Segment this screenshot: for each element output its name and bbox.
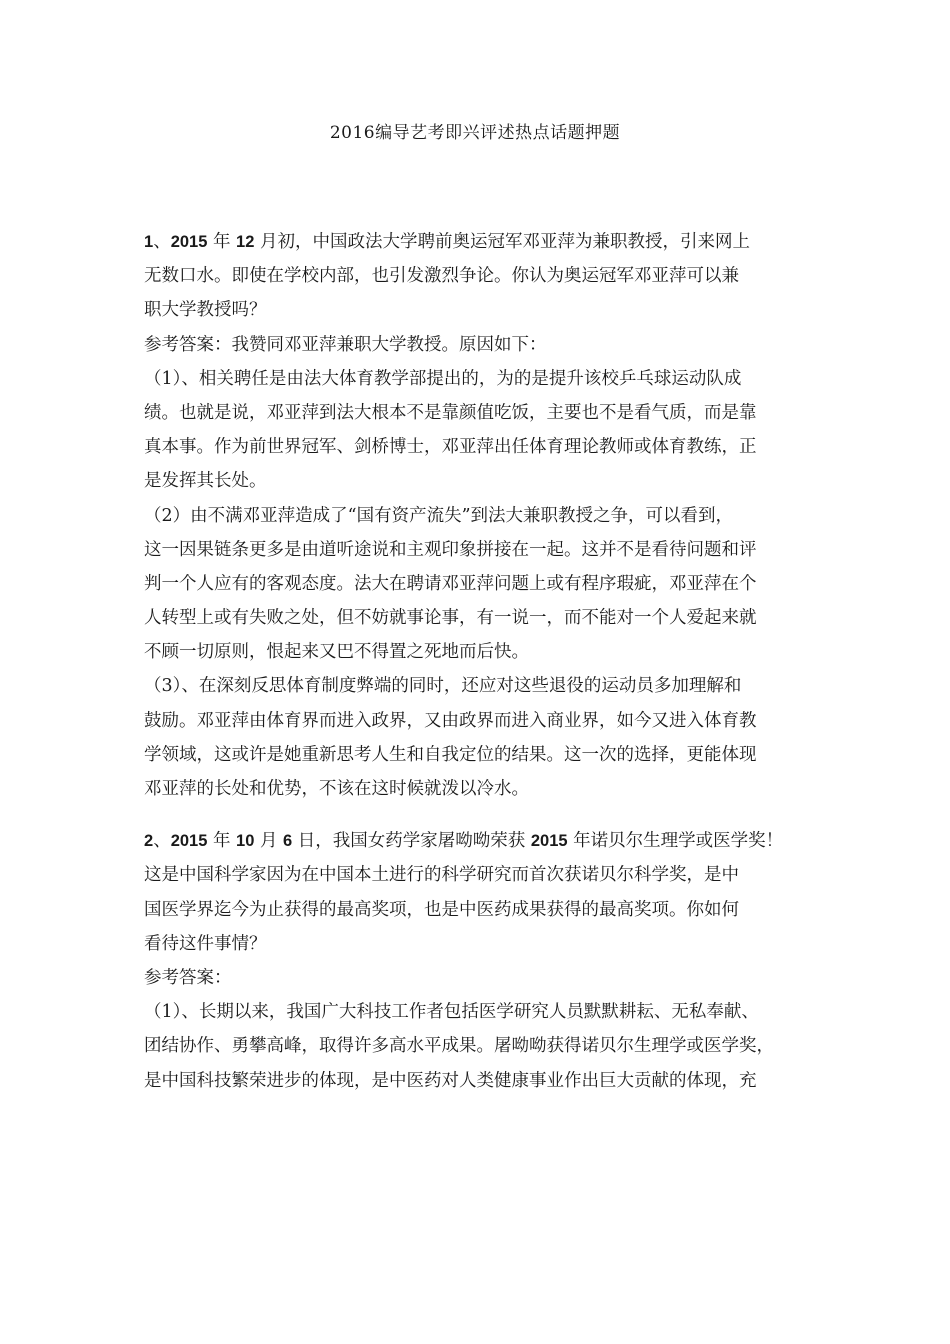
q1-text-line	[144, 635, 814, 669]
q2-text-line	[144, 893, 814, 927]
text-run: 12	[236, 233, 255, 251]
q2-text-line	[144, 995, 814, 1029]
document-body	[144, 225, 814, 1098]
text-run: 日，我国女药学家屠呦呦荣获	[292, 831, 531, 852]
text-run: 国医学界迄今为止获得的最高奖项，也是中医药成果获得的最高奖项。你如何	[144, 899, 739, 920]
text-run: 2	[144, 832, 154, 851]
q1-text-line	[144, 293, 814, 327]
text-run: 这是中国科学家因为在中国本土进行的科学研究而首次获诺贝尔科学奖，是中	[144, 865, 739, 886]
q2-text-line	[144, 961, 814, 995]
q1-text-line	[144, 772, 814, 806]
q2-text-line	[144, 927, 814, 961]
text-run: 参考答案：	[144, 967, 232, 988]
q1-text-line	[144, 396, 814, 430]
text-run: 团结协作、勇攀高峰，取得许多高水平成果。屠呦呦获得诺贝尔生理学或医学奖，	[144, 1036, 774, 1057]
text-run: 人转型上或有失败之处，但不妨就事论事，有一说一，而不能对一个人爱起来就	[144, 608, 757, 629]
text-run: 邓亚萍的长处和优势，不该在这时候就泼以冷水。	[144, 779, 529, 799]
q2-text-line	[144, 858, 814, 892]
text-run: 参考答案：我赞同邓亚萍兼职大学教授。原因如下：	[144, 334, 547, 355]
text-run: （1）、相关聘任是由法大体育教学部提出的，为的是提升该校乒乓球运动队成	[144, 368, 742, 389]
text-run: 、	[153, 232, 171, 252]
text-run: 这一因果链条更多是由道听途说和主观印象拼接在一起。这并不是看待问题和评	[144, 539, 757, 560]
text-run: 看待这件事情？	[144, 933, 267, 954]
q1-text-line	[144, 601, 814, 635]
q1-text-line	[144, 669, 814, 703]
q1-text-line	[144, 328, 814, 362]
text-run: 鼓励。邓亚萍由体育界而进入政界，又由政界而进入商业界，如今又进入体育教	[144, 710, 757, 731]
section-gap	[144, 806, 814, 824]
text-run: 是中国科技繁荣进步的体现，是中医药对人类健康事业作出巨大贡献的体现，充	[144, 1070, 757, 1091]
q2-text-line	[144, 824, 814, 858]
text-run: 不顾一切原则，恨起来又巴不得置之死地而后快。	[144, 642, 529, 663]
text-run: 月	[254, 831, 284, 852]
text-run: 判一个人应有的客观态度。法大在聘请邓亚萍问题上或有程序瑕疵，邓亚萍在个	[144, 573, 757, 594]
text-run: 真本事。作为前世界冠军、剑桥博士，邓亚萍出任体育理论教师或体育教练，正	[144, 437, 757, 458]
document-title: 2016编导艺考即兴评述热点话题押题	[329, 123, 621, 143]
text-run: 月初，中国政法大学聘前奥运冠军邓亚萍为兼职教授，引来网上	[254, 232, 750, 252]
text-run: 绩。也就是说，邓亚萍到法大根本不是靠颜值吃饭，主要也不是看气质，而是靠	[144, 402, 757, 423]
text-run: （1）、长期以来，我国广大科技工作者包括医学研究人员默默耕耘、无私奉献、	[144, 1002, 759, 1023]
q2-text-line	[144, 1029, 814, 1063]
text-run: （3）、在深刻反思体育制度弊端的同时，还应对这些退役的运动员多加理解和	[144, 676, 742, 697]
text-run: 2015	[170, 832, 208, 851]
q2-text-line	[144, 1064, 814, 1098]
q1-text-line	[144, 362, 814, 396]
q1-text-line	[144, 704, 814, 738]
text-run: 年	[207, 831, 237, 852]
q1-text-line	[144, 259, 814, 293]
text-run: （2）由不满邓亚萍造成了“国有资产流失”到法大兼职教授之争，可以看到，	[144, 505, 734, 526]
q1-text-line	[144, 533, 814, 567]
q1-text-line	[144, 225, 814, 259]
q1-text-line	[144, 738, 814, 772]
text-run: 1	[144, 233, 154, 251]
text-run: 年诺贝尔生理学或医学奖！	[567, 831, 784, 852]
question-1-block	[144, 225, 814, 806]
text-run: 6	[283, 832, 293, 851]
q1-text-line	[144, 567, 814, 601]
text-run: 是发挥其长处。	[144, 471, 267, 492]
text-run: 2015	[170, 233, 208, 251]
q1-text-line	[144, 430, 814, 464]
text-run: 2015	[530, 832, 568, 851]
text-run: 职大学教授吗？	[144, 300, 267, 321]
text-run: 10	[236, 832, 255, 851]
text-run: 年	[207, 232, 237, 252]
text-run: 无数口水。即使在学校内部，也引发激烈争论。你认为奥运冠军邓亚萍可以兼	[144, 266, 739, 287]
question-2-block	[144, 824, 814, 1098]
text-run: 学领域，这或许是她重新思考人生和自我定位的结果。这一次的选择，更能体现	[144, 744, 757, 765]
q1-text-line	[144, 499, 814, 533]
q1-text-line	[144, 464, 814, 498]
text-run: 、	[153, 831, 171, 852]
